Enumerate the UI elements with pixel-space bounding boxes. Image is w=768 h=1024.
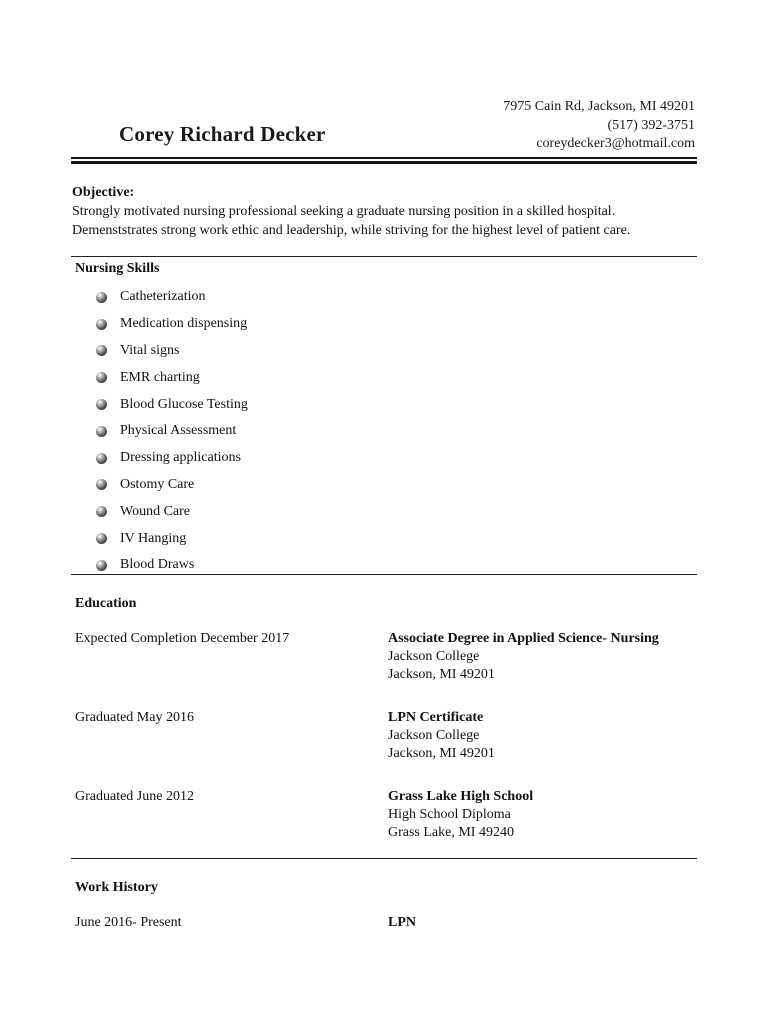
education-heading: Education bbox=[75, 596, 137, 611]
bullet-icon bbox=[96, 372, 107, 383]
bullet-icon bbox=[96, 399, 107, 410]
contact-block bbox=[503, 98, 695, 154]
bullet-icon bbox=[96, 426, 107, 437]
skill-item bbox=[96, 472, 248, 499]
bullet-icon bbox=[96, 453, 107, 464]
education-line: High School Diploma bbox=[388, 807, 511, 822]
bullet-icon bbox=[96, 506, 107, 517]
education-title: LPN Certificate bbox=[388, 710, 484, 725]
bullet-icon bbox=[96, 533, 107, 544]
skills-list bbox=[96, 284, 248, 579]
skill-label: IV Hanging bbox=[120, 530, 187, 546]
contact-phone: (517) 392-3751 bbox=[607, 117, 695, 133]
education-line: Jackson College bbox=[388, 649, 480, 664]
bullet-icon bbox=[96, 479, 107, 490]
skill-label: Ostomy Care bbox=[120, 476, 195, 492]
education-line: Grass Lake, MI 49240 bbox=[388, 825, 514, 840]
education-line: Jackson, MI 49201 bbox=[388, 667, 495, 682]
skill-label: Physical Assessment bbox=[120, 423, 237, 439]
objective-heading: Objective: bbox=[72, 185, 135, 200]
skill-item bbox=[96, 284, 248, 311]
section-divider bbox=[71, 858, 697, 859]
skill-label: EMR charting bbox=[120, 369, 200, 385]
skill-item bbox=[96, 525, 248, 552]
bullet-icon bbox=[96, 292, 107, 303]
education-title: Associate Degree in Applied Science- Nursing bbox=[388, 631, 659, 646]
work-date: June 2016- Present bbox=[75, 915, 182, 930]
bullet-icon bbox=[96, 319, 107, 330]
skill-label: Blood Glucose Testing bbox=[120, 396, 248, 412]
header-divider-top bbox=[71, 157, 697, 159]
skill-item bbox=[96, 364, 248, 391]
skill-item bbox=[96, 418, 248, 445]
contact-email: coreydecker3@hotmail.com bbox=[536, 136, 695, 151]
work-heading: Work History bbox=[75, 880, 158, 895]
section-divider bbox=[71, 574, 697, 575]
work-title: LPN bbox=[388, 915, 416, 930]
education-date: Expected Completion December 2017 bbox=[75, 631, 290, 646]
skill-label: Vital signs bbox=[120, 342, 180, 358]
education-line: Jackson College bbox=[388, 728, 480, 743]
contact-address: 7975 Cain Rd, Jackson, MI 49201 bbox=[503, 99, 695, 114]
education-line: Jackson, MI 49201 bbox=[388, 746, 495, 761]
objective-line: Strongly motivated nursing professional seeking a graduate nursing position in a skilled hospital. bbox=[72, 204, 616, 219]
skill-label: Dressing applications bbox=[120, 450, 241, 466]
bullet-icon bbox=[96, 560, 107, 571]
section-divider bbox=[71, 256, 697, 257]
skill-item bbox=[96, 445, 248, 472]
objective-line: Demenststrates strong work ethic and leadership, while striving for the highest level of patient care. bbox=[72, 222, 631, 238]
skill-label: Catheterization bbox=[120, 289, 206, 305]
education-detail bbox=[388, 630, 659, 684]
education-date: Graduated June 2012 bbox=[75, 789, 194, 804]
candidate-name: Corey Richard Decker bbox=[119, 122, 326, 146]
work-detail bbox=[388, 914, 416, 932]
education-detail bbox=[388, 788, 533, 842]
objective-text bbox=[72, 203, 702, 240]
skill-label: Wound Care bbox=[120, 503, 191, 519]
skill-item bbox=[96, 311, 248, 338]
skills-heading: Nursing Skills bbox=[75, 261, 160, 276]
skill-item bbox=[96, 391, 248, 418]
skill-label: Medication dispensing bbox=[120, 316, 248, 332]
skill-item bbox=[96, 498, 248, 525]
skill-item bbox=[96, 338, 248, 365]
education-title: Grass Lake High School bbox=[388, 789, 534, 804]
skill-label: Blood Draws bbox=[120, 557, 195, 573]
education-date: Graduated May 2016 bbox=[75, 710, 194, 725]
education-detail bbox=[388, 709, 495, 763]
header-divider-bottom bbox=[71, 161, 697, 164]
bullet-icon bbox=[96, 345, 107, 356]
